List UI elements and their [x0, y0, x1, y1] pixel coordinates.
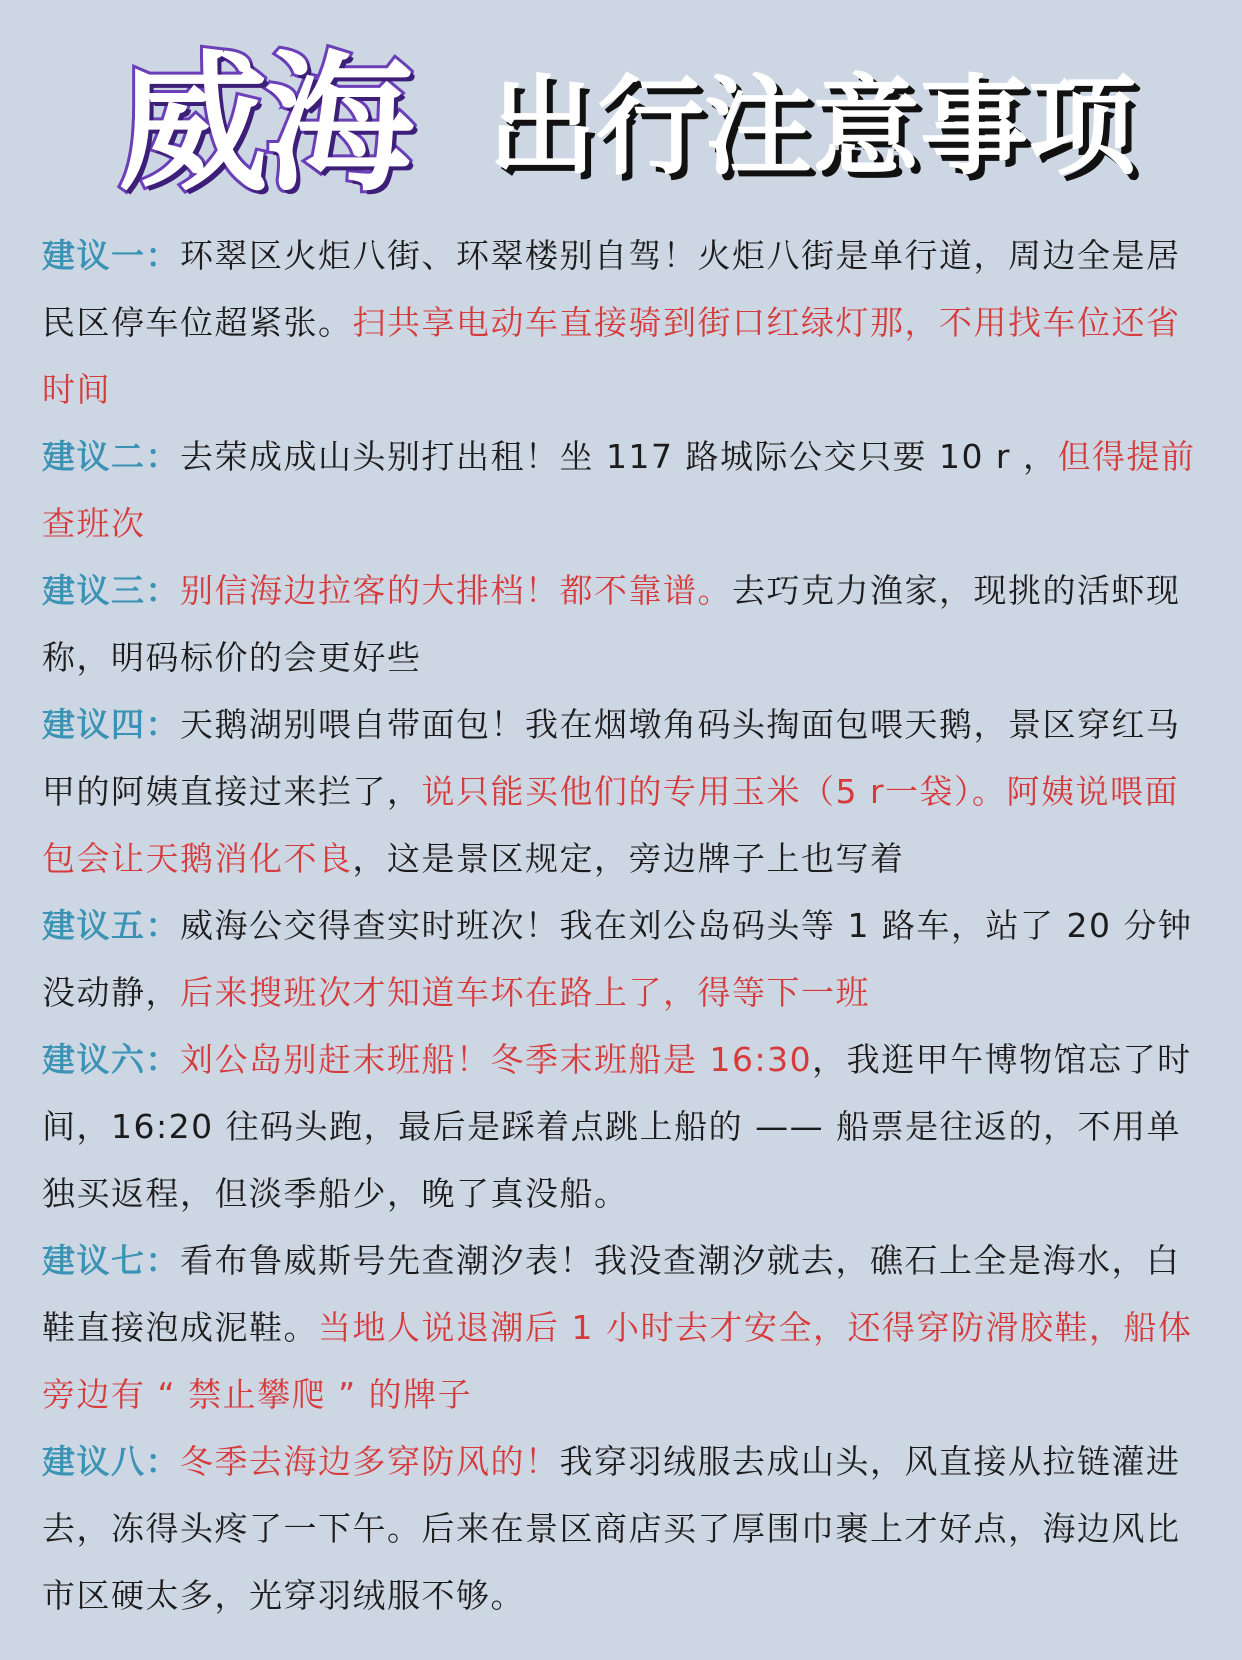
tip-highlight: 当地人说退潮后 1 小时去才安全，还得穿防滑胶鞋，船体旁边有 “ 禁止攀爬 ” 的牌子	[42, 1308, 1193, 1414]
tip-highlight: 刘公岛别赶末班船！冬季末班船是 16:30	[180, 1040, 813, 1079]
tip-text: 威海公交得查实时班次！我在刘公岛码头等 1 路车，站了 20 分钟没动静，	[42, 906, 1193, 1012]
tip-4	[42, 691, 1202, 892]
tip-label: 建议四：	[42, 705, 180, 744]
tip-text: 去巧克力渔家，现挑的活虾现称，明码标价的会更好些	[42, 571, 1181, 677]
tip-5	[42, 892, 1202, 1026]
tip-highlight: 别信海边拉客的大排档！都不靠谱。	[180, 571, 732, 610]
tip-highlight: 但得提前查班次	[42, 437, 1196, 543]
tip-6	[42, 1026, 1202, 1227]
page-title: 威海	[118, 38, 411, 212]
tip-3	[42, 557, 1202, 691]
tip-highlight: 冬季去海边多穿防风的！	[180, 1442, 560, 1481]
tip-highlight: 后来搜班次才知道车坏在路上了，得等下一班	[180, 973, 870, 1012]
page-subtitle: 出行注意事项	[488, 65, 1137, 190]
header	[0, 40, 1242, 210]
tip-label: 建议二：	[42, 437, 180, 476]
tip-text: ，我逛甲午博物馆忘了时间，16:20 往码头跑，最后是踩着点跳上船的 —— 船票是往返的，不用单独买返程，但淡季船少，晚了真没船。	[42, 1040, 1192, 1213]
tip-text: 我穿羽绒服去成山头，风直接从拉链灌进去，冻得头疼了一下午。后来在景区商店买了厚围巾裹上才好点，海边风比市区硬太多，光穿羽绒服不够。	[42, 1442, 1181, 1615]
tip-label: 建议一：	[42, 236, 180, 275]
tip-1	[42, 222, 1202, 423]
tip-8	[42, 1428, 1202, 1629]
tip-text: 去荣成成山头别打出租！坐 117 路城际公交只要 10 r ，	[180, 437, 1058, 476]
tip-text: 天鹅湖别喂自带面包！我在烟墩角码头掏面包喂天鹅，景区穿红马甲的阿姨直接过来拦了，	[42, 705, 1181, 811]
tip-label: 建议七：	[42, 1241, 180, 1280]
tip-highlight: 扫共享电动车直接骑到街口红绿灯那，不用找车位还省时间	[42, 303, 1181, 409]
tip-7	[42, 1227, 1202, 1428]
tip-label: 建议三：	[42, 571, 180, 610]
tip-text: ，这是景区规定，旁边牌子上也写着	[352, 839, 905, 878]
tip-label: 建议六：	[42, 1040, 180, 1079]
tip-highlight: 说只能买他们的专用玉米（5 r一袋）。阿姨说喂面包会让天鹅消化不良	[42, 772, 1180, 878]
tips-list	[42, 222, 1202, 1629]
tip-2	[42, 423, 1202, 557]
tip-text: 环翠区火炬八街、环翠楼别自驾！火炬八街是单行道，周边全是居民区停车位超紧张。	[42, 236, 1181, 342]
tip-text: 看布鲁威斯号先查潮汐表！我没查潮汐就去，礁石上全是海水，白鞋直接泡成泥鞋。	[42, 1241, 1181, 1347]
tip-label: 建议五：	[42, 906, 180, 945]
tip-label: 建议八：	[42, 1442, 180, 1481]
